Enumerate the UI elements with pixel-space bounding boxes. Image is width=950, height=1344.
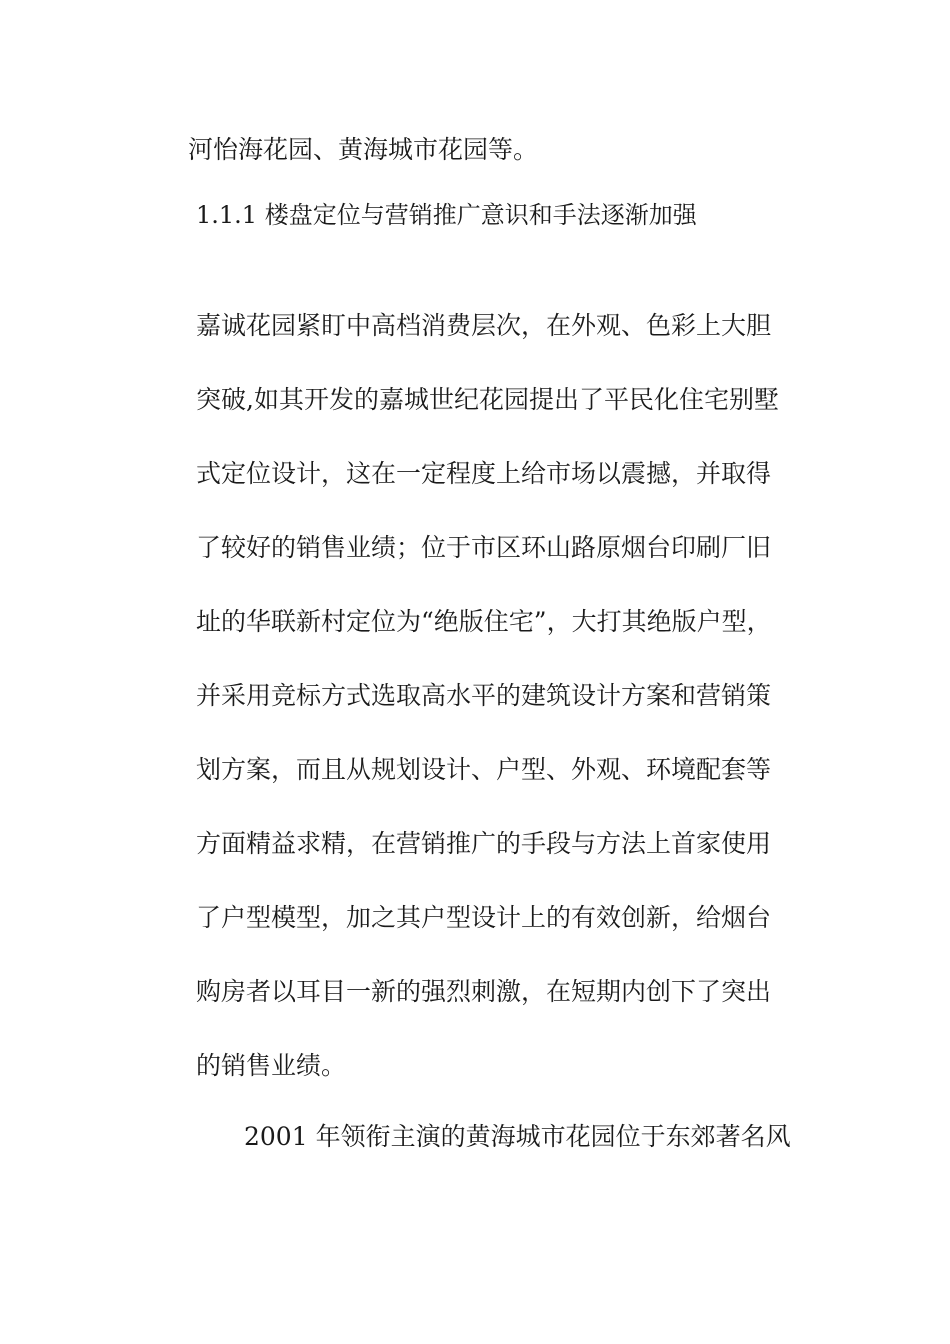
paragraph-line: 址的华联新村定位为“绝版住宅”，大打其绝版户型，	[196, 607, 772, 636]
section-heading: 1.1.1 楼盘定位与营销推广意识和手法逐渐加强	[196, 201, 697, 229]
paragraph-line: 划方案，而且从规划设计、户型、外观、环境配套等	[196, 755, 772, 784]
paragraph-line: 式定位设计，这在一定程度上给市场以震撼，并取得	[196, 459, 772, 488]
paragraph-line: 的销售业绩。	[196, 1051, 347, 1080]
paragraph-line: 嘉诚花园紧盯中高档消费层次，在外观、色彩上大胆	[196, 311, 772, 340]
paragraph-line: 并采用竞标方式选取高水平的建筑设计方案和营销策	[196, 681, 772, 710]
paragraph-line: 突破,如其开发的嘉城世纪花园提出了平民化住宅别墅	[196, 385, 779, 414]
paragraph-line: 方面精益求精，在营销推广的手段与方法上首家使用	[196, 829, 772, 858]
continuation-line: 河怡海花园、黄海城市花园等。	[188, 135, 539, 164]
paragraph-line: 了较好的销售业绩；位于市区环山路原烟台印刷厂旧	[196, 533, 772, 562]
paragraph-2-first-line: 2001 年领衔主演的黄海城市花园位于东郊著名风	[244, 1122, 791, 1151]
paragraph-line: 购房者以耳目一新的强烈刺激，在短期内创下了突出	[196, 977, 772, 1006]
paragraph-line: 了户型模型，加之其户型设计上的有效创新，给烟台	[196, 903, 772, 932]
